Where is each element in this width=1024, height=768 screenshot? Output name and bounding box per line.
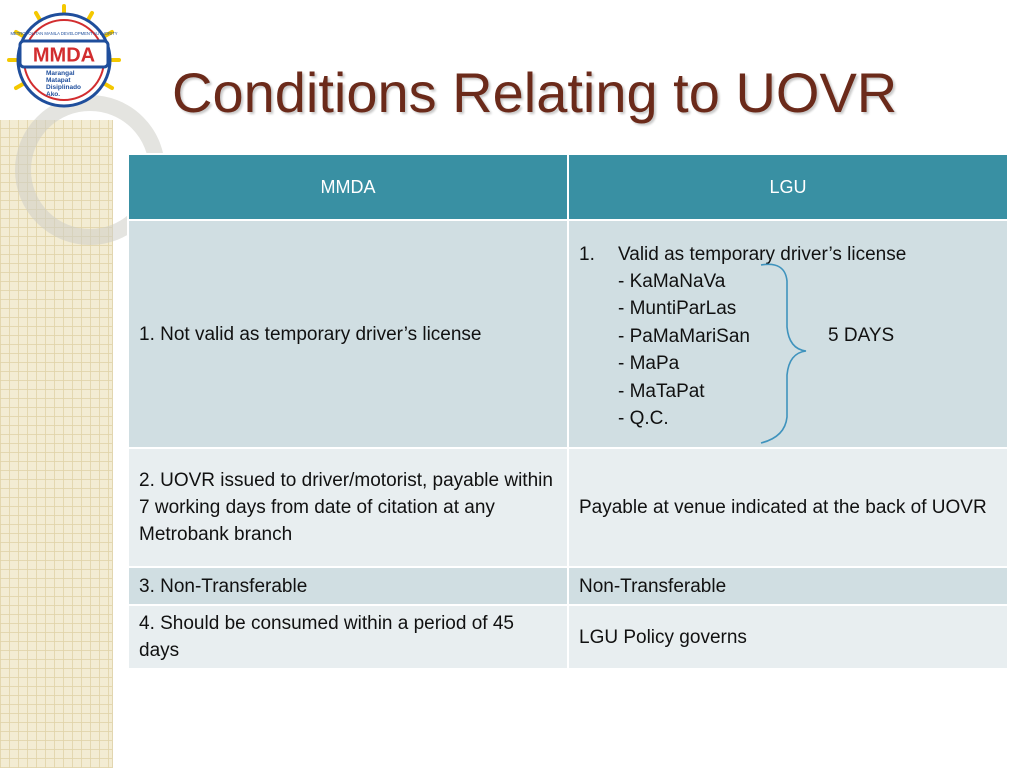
table-row xyxy=(128,220,1008,448)
mmda-cell: 3. Non-Transferable xyxy=(128,567,568,605)
lgu-validity-list xyxy=(579,221,997,447)
conditions-table-wrapper xyxy=(127,153,1007,670)
list-item: - MaTaPat xyxy=(618,380,705,402)
logo-ring-text: METROPOLITAN MANILA DEVELOPMENT AUTHORITY xyxy=(10,31,118,36)
table-row xyxy=(128,448,1008,567)
list-item: - Q.C. xyxy=(618,408,669,430)
lgu-list-heading xyxy=(579,241,906,268)
mmda-logo xyxy=(6,4,122,116)
table-row xyxy=(128,605,1008,669)
lgu-cell: Non-Transferable xyxy=(568,567,1008,605)
logo-motto-line: Disiplinado xyxy=(46,84,82,91)
conditions-table xyxy=(127,153,1009,670)
page-title: Conditions Relating to UOVR xyxy=(172,61,898,124)
lgu-cell: Payable at venue indicated at the back of UOVR xyxy=(568,448,1008,567)
lgu-area-list xyxy=(618,268,750,432)
mmda-cell: 2. UOVR issued to driver/motorist, payable within 7 working days from date of citation at any Metrobank branch xyxy=(128,448,568,567)
mmda-cell: 1. Not valid as temporary driver’s license xyxy=(128,220,568,448)
list-item: - KaMaNaVa xyxy=(618,271,726,292)
table-row xyxy=(128,567,1008,605)
lgu-cell: LGU Policy governs xyxy=(568,605,1008,669)
logo-wordmark: MMDA xyxy=(32,44,96,67)
list-item: - MaPa xyxy=(618,353,680,375)
lgu-list-heading-text: Valid as temporary driver’s license xyxy=(618,244,907,265)
lgu-list-number: 1. xyxy=(579,244,595,265)
logo-motto-line: Matapat xyxy=(46,77,71,84)
column-header-mmda: MMDA xyxy=(128,154,568,220)
logo-motto-line: Ako. xyxy=(46,91,61,98)
column-header-lgu: LGU xyxy=(568,154,1008,220)
bracket-icon xyxy=(761,257,821,447)
list-item: - PaMaMariSan xyxy=(618,325,750,347)
table-header-row xyxy=(128,154,1008,220)
mmda-cell: 4. Should be consumed within a period of 45 days xyxy=(128,605,568,669)
lgu-cell xyxy=(568,220,1008,448)
logo-motto-line: Marangal xyxy=(46,70,75,77)
list-item: - MuntiParLas xyxy=(618,298,737,320)
five-days-label: 5 DAYS xyxy=(828,325,895,346)
